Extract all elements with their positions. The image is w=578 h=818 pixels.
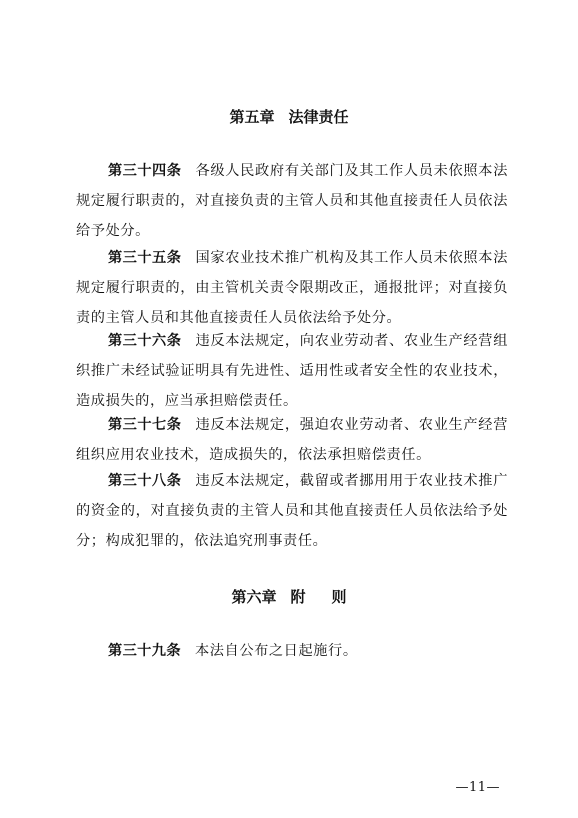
article-39 <box>76 636 508 666</box>
article-36 <box>76 326 508 416</box>
article-number: 第三十七条 <box>108 417 182 433</box>
chapter-5-title: 法律责任 <box>288 108 349 126</box>
article-text: 本法自公布之日起施行。 <box>194 643 358 659</box>
article-number: 第三十八条 <box>108 473 182 489</box>
article-38 <box>76 466 508 556</box>
article-35 <box>76 243 508 333</box>
article-number: 第三十六条 <box>108 333 182 349</box>
chapter-6-title-char-1: 附 <box>290 588 306 606</box>
article-34 <box>76 156 508 246</box>
article-37 <box>76 410 508 470</box>
article-text: 违反本法规定，截留或者挪用用于农业技术推广的资金的，对直接负责的主管人员和其他直接责任人员依法给予处分；构成犯罪的，依法追究刑事责任。 <box>76 473 508 549</box>
article-number: 第三十五条 <box>108 250 182 266</box>
article-number: 第三十四条 <box>108 163 182 179</box>
article-text: 违反本法规定，强迫农业劳动者、农业生产经营组织应用农业技术，造成损失的，依法承担赔偿责任。 <box>76 417 508 463</box>
chapter-5-prefix: 第五章 <box>229 108 275 126</box>
article-number: 第三十九条 <box>108 643 181 659</box>
chapter-6-title-char-2: 则 <box>331 588 347 606</box>
chapter-6-heading <box>0 586 578 607</box>
page-number: —11— <box>455 780 500 795</box>
chapter-5-heading <box>0 106 578 127</box>
chapter-6-prefix: 第六章 <box>231 588 277 606</box>
article-text: 各级人民政府有关部门及其工作人员未依照本法规定履行职责的，对直接负责的主管人员和其他直接责任人员依法给予处分。 <box>76 163 508 239</box>
article-text: 国家农业技术推广机构及其工作人员未依照本法规定履行职责的，由主管机关责令限期改正，通报批评；对直接负责的主管人员和其他直接责任人员依法给予处分。 <box>76 250 508 326</box>
article-text: 违反本法规定，向农业劳动者、农业生产经营组织推广未经试验证明具有先进性、适用性或者安全性的农业技术，造成损失的，应当承担赔偿责任。 <box>76 333 508 409</box>
